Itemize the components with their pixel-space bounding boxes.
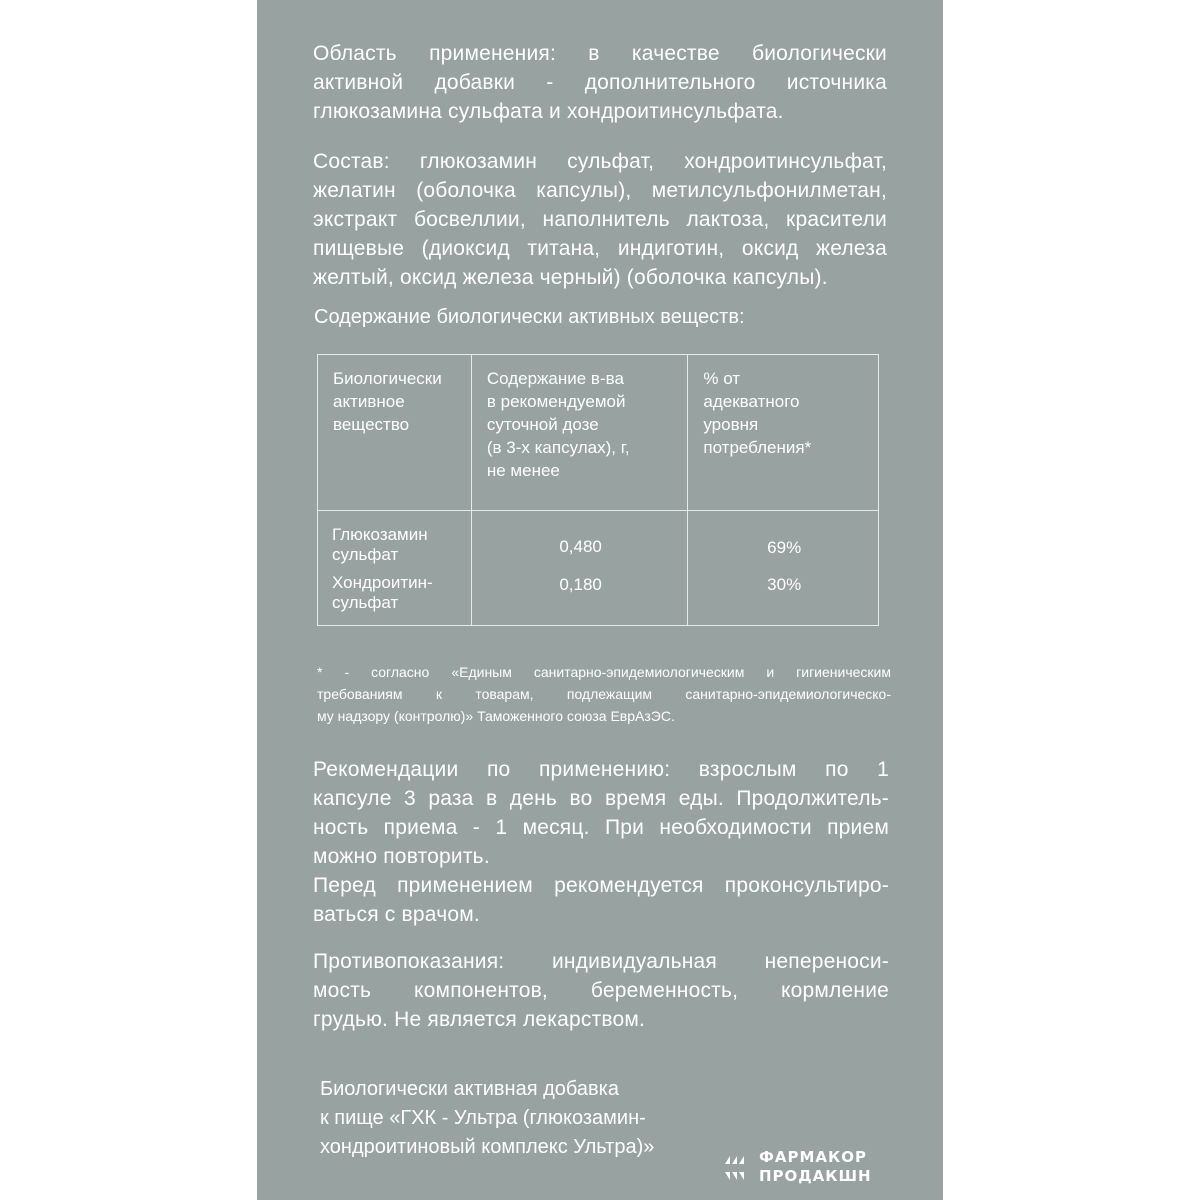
recommendations-paragraph <box>313 755 889 929</box>
header-line: вещество <box>333 415 410 434</box>
header-line: Биологически <box>333 369 442 388</box>
text-line: экстракт босвеллии, наполнитель лактоза, красители <box>313 208 887 231</box>
table-body-row <box>318 511 879 626</box>
text-line: глюкозамина сульфата и хондроитинсульфата. <box>313 100 784 123</box>
substance-name-line: сульфат <box>332 593 399 612</box>
substance-name-line: сульфат <box>332 545 399 564</box>
footnote-line: требованиям к товарам, подлежащим санитарно-эпидемиологическо- <box>317 686 891 702</box>
text-line: ность приема - 1 месяц. При необходимости прием <box>313 816 889 839</box>
header-line: уровня <box>703 415 759 434</box>
product-line: Биологически активная добавка <box>320 1078 619 1100</box>
text-line: ваться с врачом. <box>313 903 480 926</box>
text-line: можно повторить. <box>313 845 490 868</box>
composition-paragraph <box>313 147 887 292</box>
text-line: Состав: глюкозамин сульфат, хондроитинсульфат, <box>313 150 887 173</box>
product-name <box>320 1075 654 1162</box>
text-line: активной добавки - дополнительного источника <box>313 71 887 94</box>
text-line: грудью. Не является лекарством. <box>313 1008 646 1031</box>
header-line: потребления* <box>703 438 812 457</box>
substance-chondroitin <box>332 573 459 621</box>
header-line: не менее <box>486 461 560 480</box>
percents-cell <box>688 511 879 626</box>
product-line: хондроитиновый комплекс Ультра)» <box>320 1136 655 1158</box>
footnote <box>317 661 891 727</box>
brand-mark-icon <box>723 1152 753 1184</box>
brand-line: ФАРМАКОР <box>759 1148 868 1166</box>
header-amount <box>471 355 688 511</box>
contraindications-paragraph <box>313 947 889 1034</box>
header-line: Содержание в-ва <box>486 369 624 388</box>
substance-name-line: Глюкозамин <box>332 525 428 544</box>
brand-wordmark <box>759 1148 872 1186</box>
text-line: желтый, оксид железа черный) (оболочка капсулы). <box>313 266 828 289</box>
header-percent <box>688 355 879 511</box>
text-line: пищевые (диоксид титана, индиготин, оксид железа <box>313 237 887 260</box>
active-substances-heading: Содержание биологически активных веществ: <box>314 306 745 328</box>
application-area-paragraph <box>313 39 887 126</box>
header-line: в рекомендуемой <box>486 392 626 411</box>
substance-glucosamine <box>332 525 459 573</box>
amount-chondroitin: 0,180 <box>559 575 602 594</box>
substance-name-line: Хондроитин- <box>332 573 433 592</box>
header-line: суточной дозе <box>486 415 599 434</box>
text-line: Противопоказания: индивидуальная непереноси- <box>313 950 889 973</box>
text-line: мость компонентов, беременность, кормление <box>313 979 889 1002</box>
product-line: к пище «ГХК - Ультра (глюкозамин- <box>320 1107 646 1129</box>
amount-glucosamine: 0,480 <box>559 537 602 556</box>
leaflet-panel <box>257 0 943 1200</box>
text-line: Область применения: в качестве биологически <box>313 42 887 65</box>
percent-chondroitin: 30% <box>767 575 802 594</box>
header-line: % от <box>703 369 741 388</box>
text-line: Рекомендации по применению: взрослым по 1 <box>313 758 889 781</box>
header-line: активное <box>333 392 405 411</box>
text-line: Перед применением рекомендуется проконсультиро- <box>313 874 889 897</box>
footnote-line: му надзору (контролю)» Таможенного союза ЕврАзЭС. <box>317 708 675 724</box>
substance-names-cell <box>318 511 472 626</box>
header-line: (в 3-х капсулах), г, <box>486 438 630 457</box>
percent-glucosamine: 69% <box>767 538 802 557</box>
brand-line: ПРОДАКШН <box>759 1167 872 1185</box>
table-header-row <box>318 355 879 511</box>
brand-logo <box>723 1148 903 1190</box>
text-line: капсуле 3 раза в день во время еды. Продолжитель- <box>313 787 889 810</box>
header-line: адекватного <box>703 392 800 411</box>
active-substances-table <box>317 354 879 626</box>
text-line: желатин (оболочка капсулы), метилсульфонилметан, <box>313 179 887 202</box>
amounts-cell <box>471 511 688 626</box>
footnote-line: * - согласно «Единым санитарно-эпидемиологическим и гигиеническим <box>317 664 891 680</box>
header-substance <box>318 355 472 511</box>
